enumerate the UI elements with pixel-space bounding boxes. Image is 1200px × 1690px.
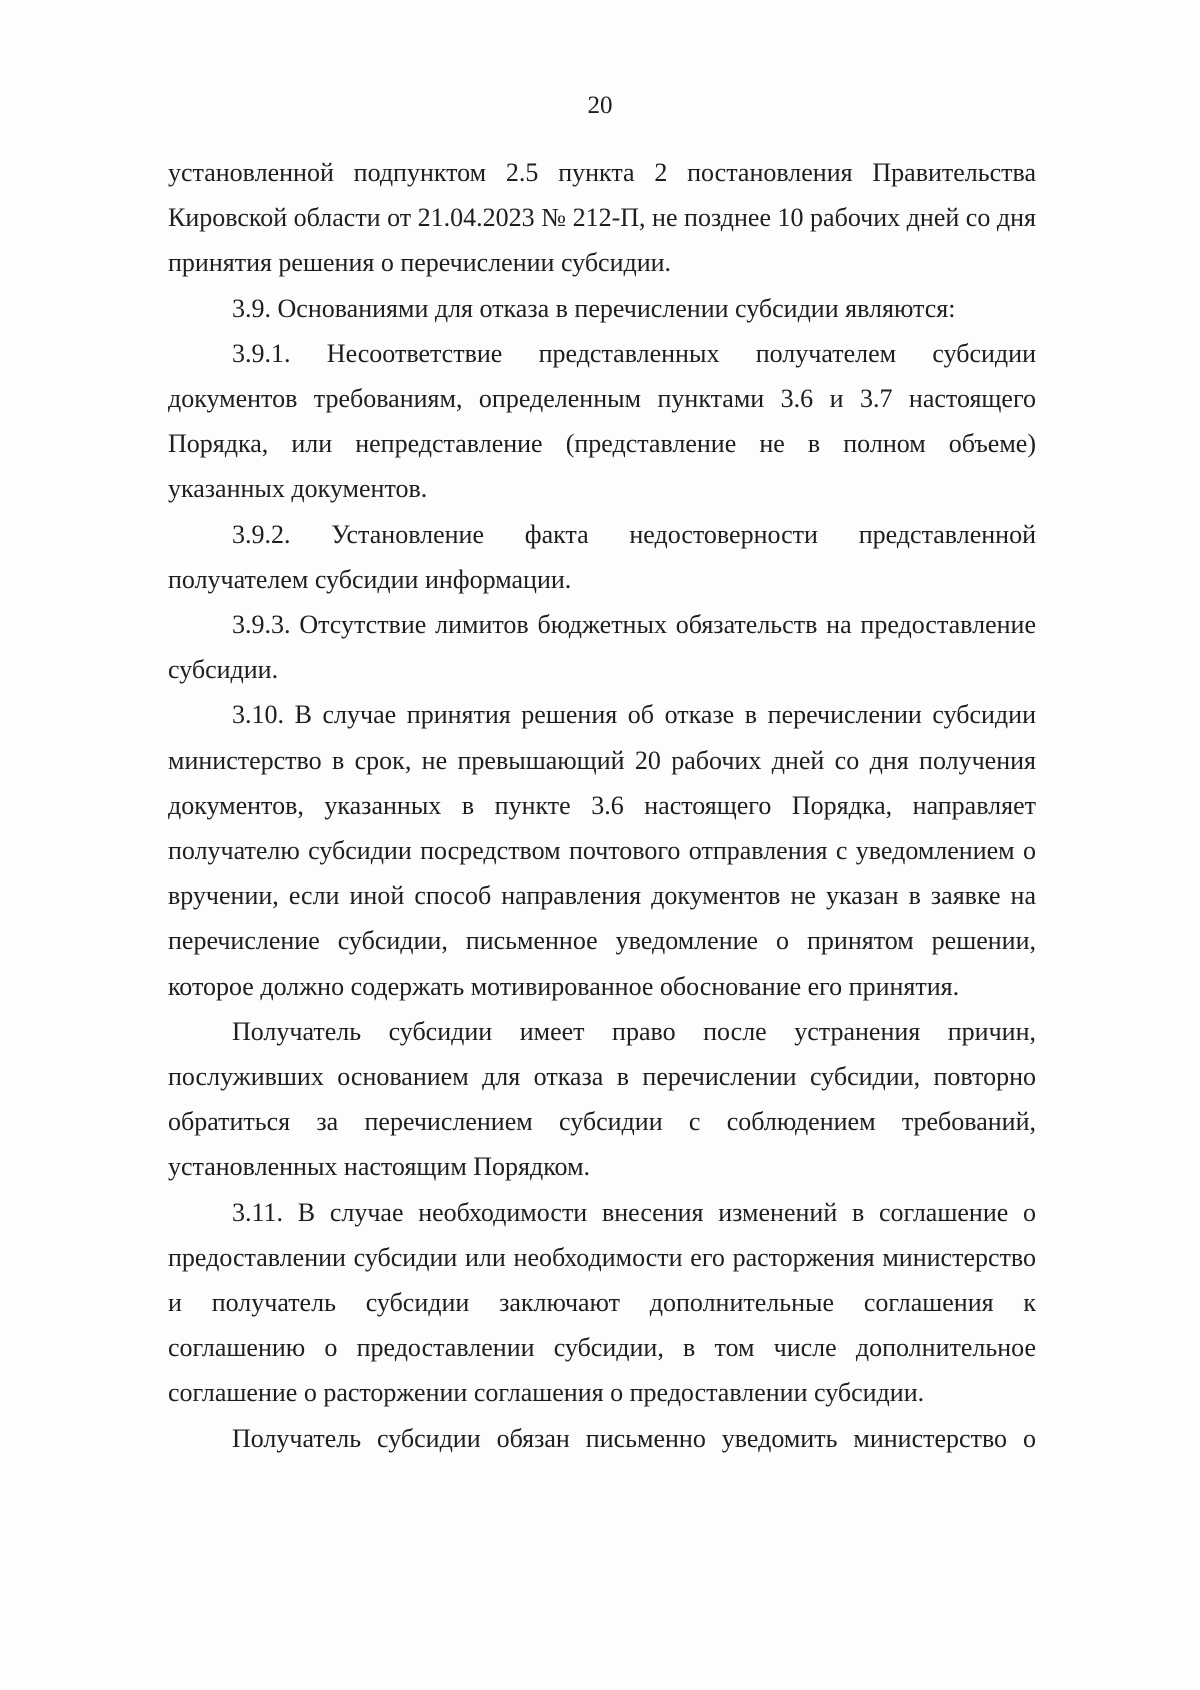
paragraph-3-9-1: 3.9.1. Несоответствие представленных получателем субсидии документов требованиям, определенным пунктами 3.6 и 3.7 настоящего Порядка, или непредставление (представление не в полном объеме) указанных документов. (168, 338, 1036, 504)
page-number: 20 (587, 92, 613, 119)
paragraph-3-9-2: 3.9.2. Установление факта недостоверности представленной получателем субсидии информации. (168, 519, 1036, 594)
paragraph-3-9: 3.9. Основаниями для отказа в перечислении субсидии являются: (232, 293, 956, 323)
paragraph-notification: Получатель субсидии обязан письменно уведомить министерство о (232, 1423, 1036, 1453)
document-body (168, 150, 1036, 1461)
paragraph-3-9-3: 3.9.3. Отсутствие лимитов бюджетных обязательств на предоставление субсидии. (168, 610, 1036, 685)
paragraph-continuation: установленной подпунктом 2.5 пункта 2 постановления Правительства Кировской области от 21.04.2023 № 212-П, не позднее 10 рабочих дней со дня принятия решения о перечислении субсидии. (168, 158, 1036, 278)
paragraph-3-10: 3.10. В случае принятия решения об отказе в перечислении субсидии министерство в срок, не превышающий 20 рабочих дней со дня получения документов, указанных в пункте 3.6 настоящего Порядка, направляет получателю субсидии посредством почтового отправления с уведомлением о вручении, если иной способ направления документов не указан в заявке на перечисление субсидии, письменное уведомление о принятом решении, которое должно содержать мотивированное обоснование его принятия. (168, 700, 1036, 1001)
paragraph-3-11: 3.11. В случае необходимости внесения изменений в соглашение о предоставлении субсидии или необходимости его расторжения министерство и получатель субсидии заключают дополнительные соглашения к соглашению о предоставлении субсидии, в том числе дополнительное соглашение о расторжении соглашения о предоставлении субсидии. (168, 1197, 1036, 1408)
paragraph-3-10-right: Получатель субсидии имеет право после устранения причин, послуживших основанием для отказа в перечислении субсидии, повторно обратиться за перечислением субсидии с соблюдением требований, установленных настоящим Порядком. (168, 1016, 1036, 1182)
